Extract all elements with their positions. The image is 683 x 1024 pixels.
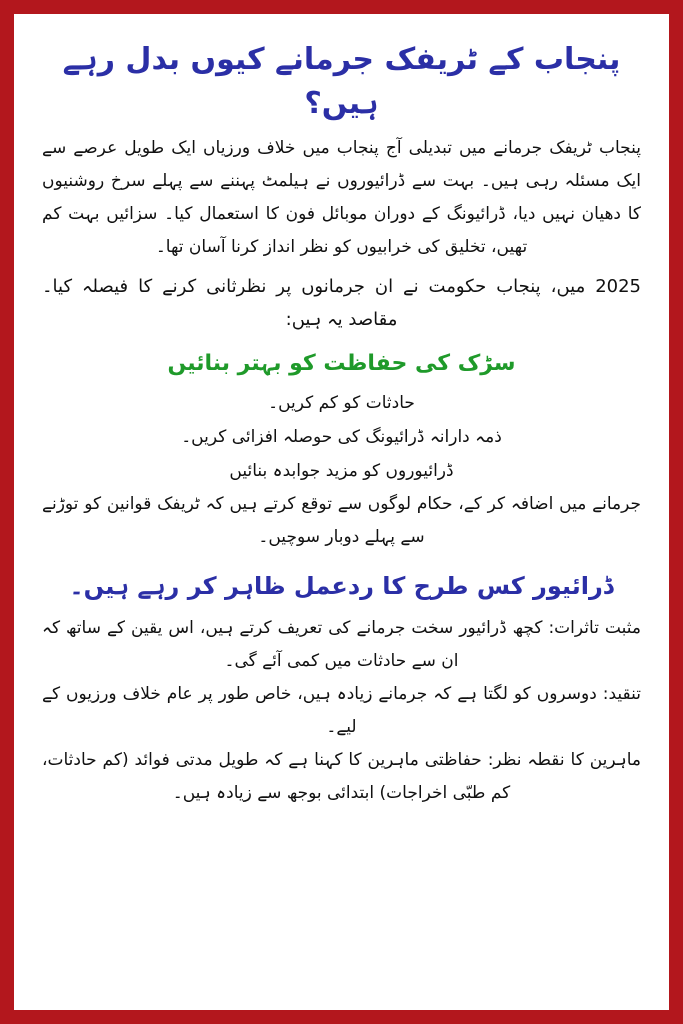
article-title: پنجاب کے ٹریفک جرمانے کیوں بدل رہے ہیں؟	[62, 42, 621, 121]
goal-item: ذمہ دارانہ ڈرائیونگ کی حوصلہ افزائی کریں۔	[181, 427, 502, 447]
reaction-item: ماہرین کا نقطہ نظر: حفاظتی ماہرین کا کہنا ہے کہ طویل مدتی فوائد (کم حادثات، کم طبّی اخراجات) ابتدائی بوجھ سے زیادہ ہیں۔	[42, 750, 641, 803]
goals-heading: سڑک کی حفاظت کو بہتر بنائیں	[167, 351, 516, 376]
increase-paragraph: جرمانے میں اضافہ کر کے، حکام لوگوں سے توقع کرتے ہیں کہ ٹریفک قوانین کو توڑنے سے پہلے دوبار سوچیں۔	[42, 494, 641, 547]
reaction-heading: ڈرائیور کس طرح کا ردعمل ظاہر کر رہے ہیں۔	[69, 572, 614, 600]
decision-paragraph: 2025 میں، پنجاب حکومت نے ان جرمانوں پر نظرثانی کرنے کا فیصلہ کیا۔ مقاصد یہ ہیں:	[42, 276, 641, 330]
reaction-item: تنقید: دوسروں کو لگتا ہے کہ جرمانے زیادہ ہیں، خاص طور پر عام خلاف ورزیوں کے لیے۔	[42, 684, 641, 737]
intro-paragraph: پنجاب ٹریفک جرمانے میں تبدیلی آج پنجاب میں خلاف ورزیاں ایک طویل عرصے سے ایک مسئلہ رہی ہیں۔ بہت سے ڈرائیوروں نے ہیلمٹ پہننے سے پہلے سرخ روشنیوں کا دھیان نہیں دیا، ڈرائیونگ کے دوران موبائل فون کا استعمال کیا۔ سزائیں بہت کم تھیں، تخلیق کی خرابیوں کو نظر انداز کرنا آسان تھا۔	[42, 138, 641, 257]
reaction-item: مثبت تاثرات: کچھ ڈرائیور سخت جرمانے کی تعریف کرتے ہیں، اس یقین کے ساتھ کہ ان سے حادثات میں کمی آئے گی۔	[42, 618, 641, 671]
article	[28, 28, 655, 996]
goal-item: ڈرائیوروں کو مزید جوابدہ بنائیں	[229, 461, 454, 481]
goal-item: حادثات کو کم کریں۔	[268, 393, 415, 413]
